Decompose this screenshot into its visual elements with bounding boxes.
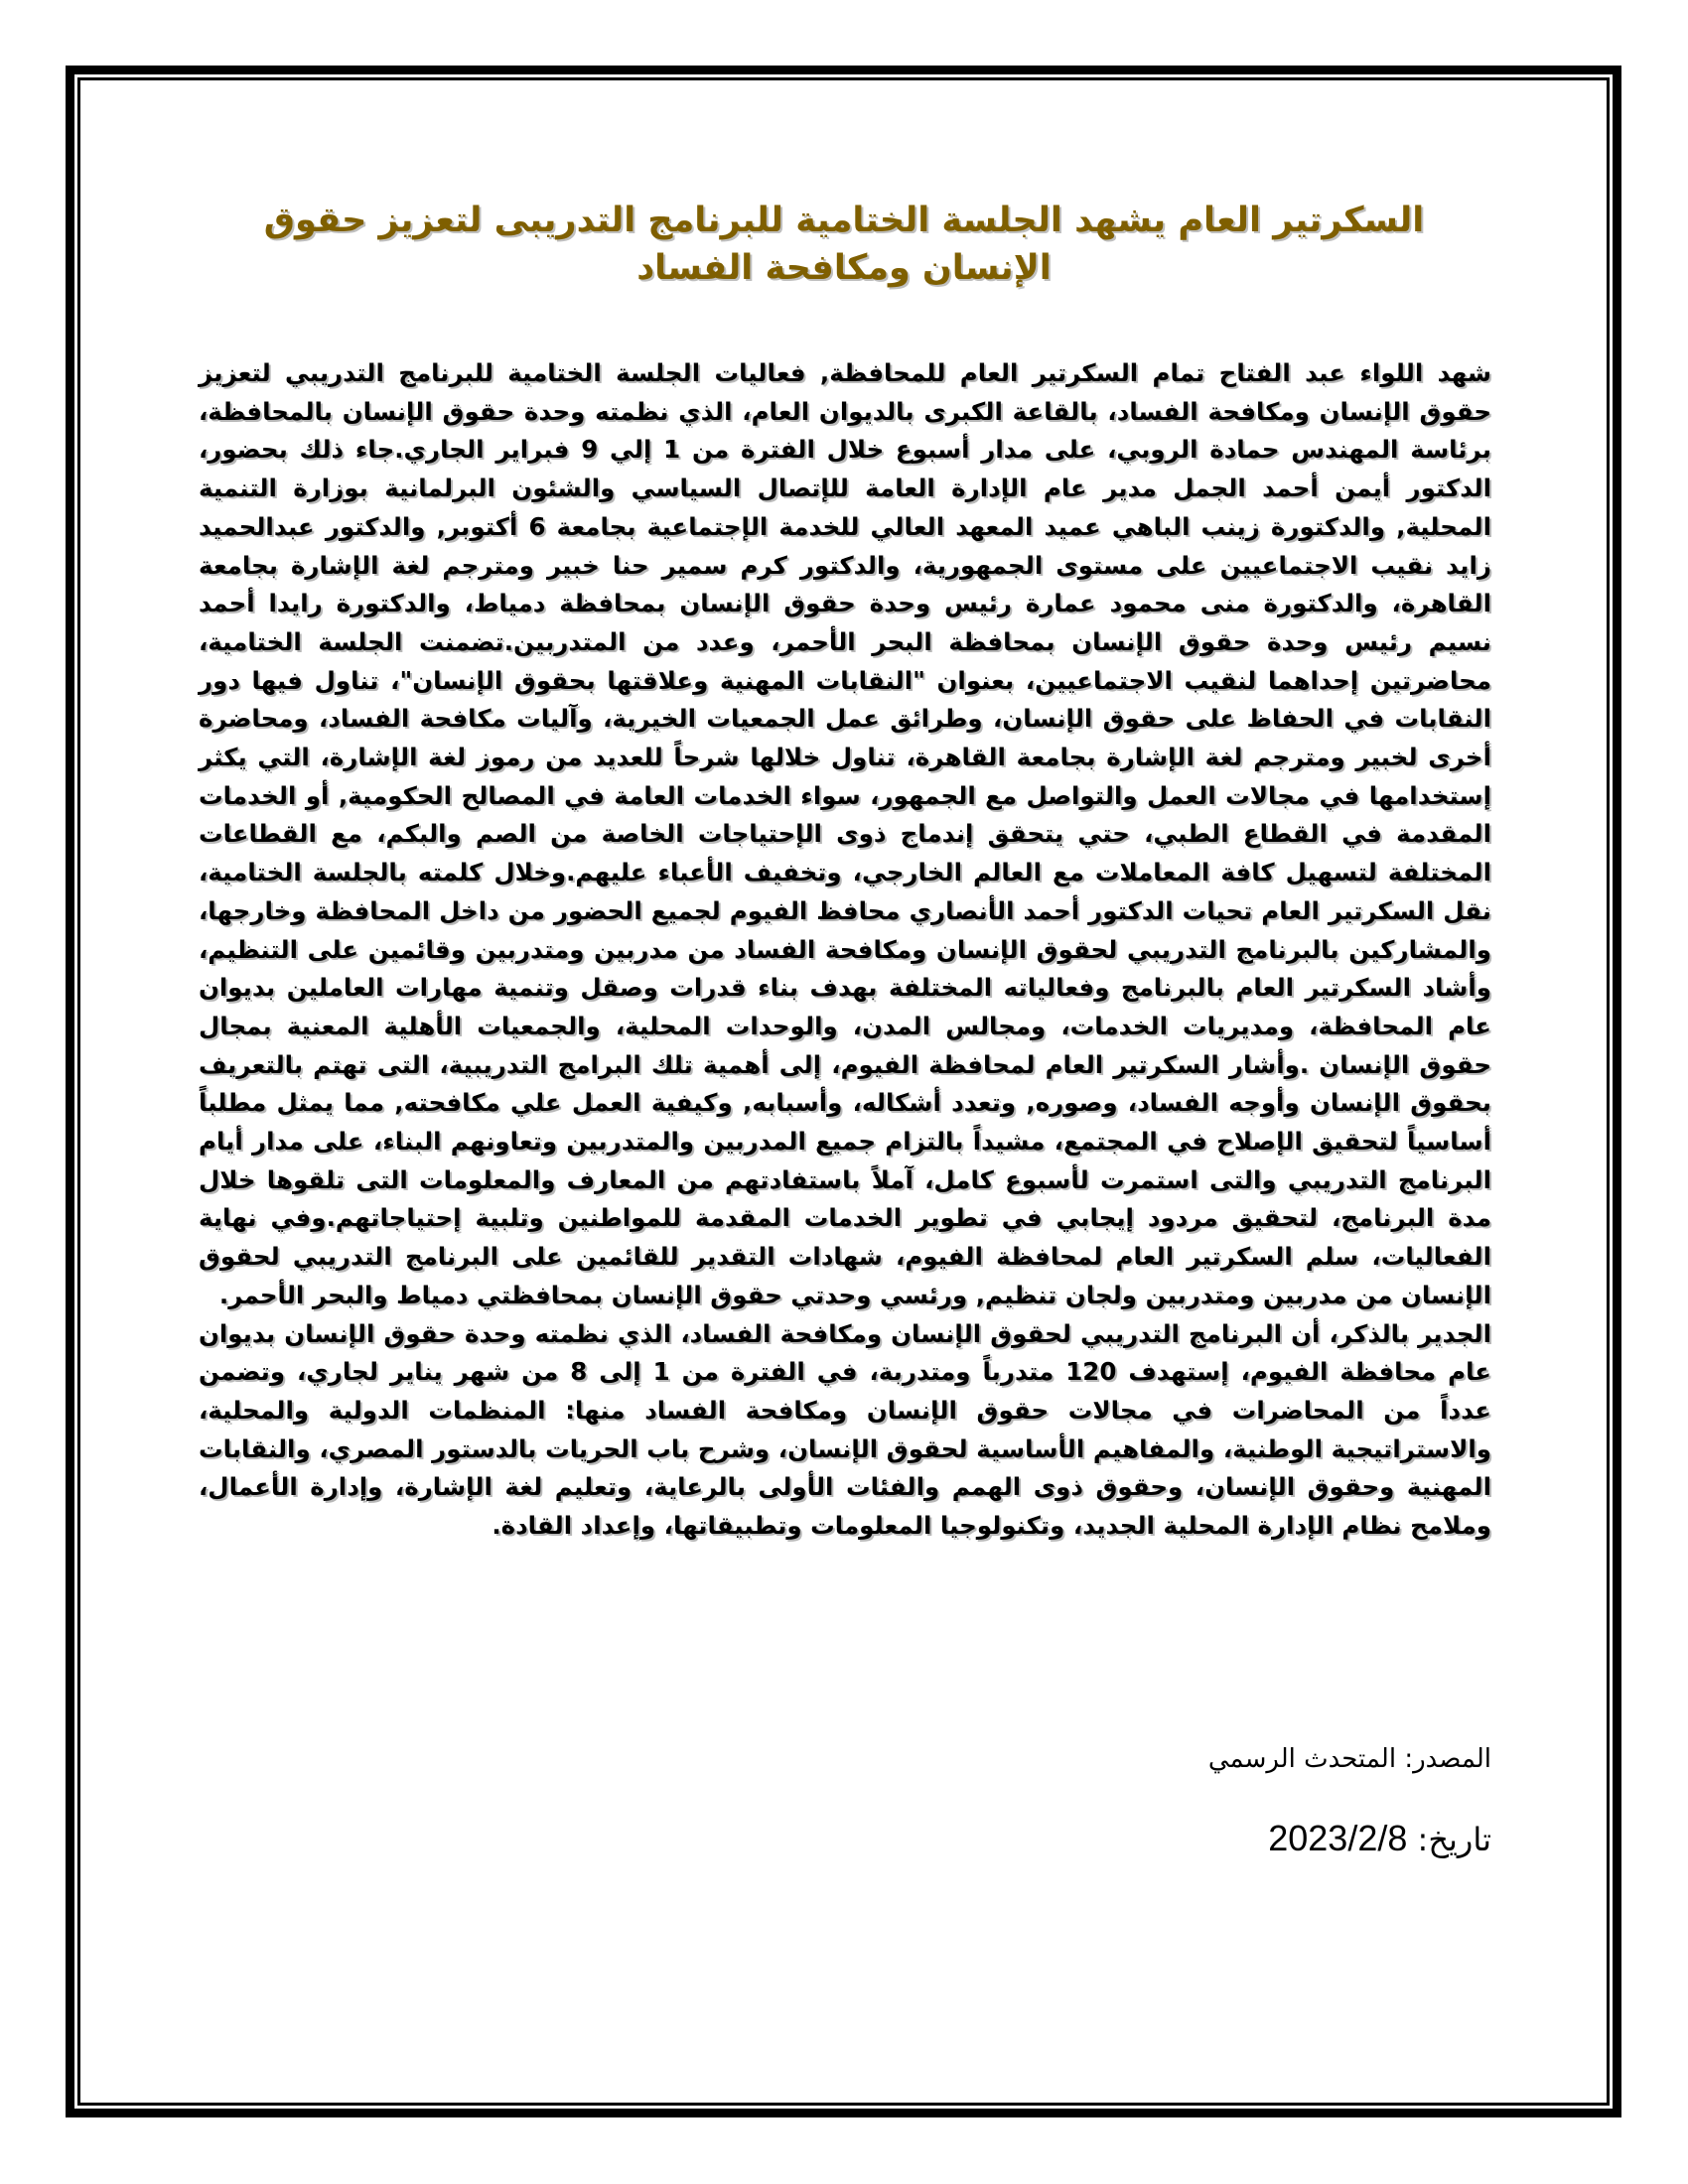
source-attribution: المصدر: المتحدث الرسمي bbox=[1207, 1744, 1491, 1774]
article-body bbox=[199, 354, 1491, 1546]
body-paragraph: الجدير بالذكر، أن البرنامج التدريبي لحقوق الإنسان ومكافحة الفساد، الذي نظمته وحدة حقوق الإنسان بديوان عام محافظة الفيوم، إستهدف 120 متدرباً ومتدربة، في الفترة من 1 إلى 8 من شهر يناير لجاري، وتضمن عدداً من المحاضرات في مجالات حقوق الإنسان ومكافحة الفساد منها: المنظمات الدولية والمحلية، والاستراتيجية الوطنية، والمفاهيم الأساسية لحقوق الإنسان، وشرح باب الحريات بالدستور المصري، والنقابات المهنية وحقوق الإنسان، وحقوق ذوى الهمم والفئات الأولى بالرعاية، وتعليم لغة الإشارة، وإدارة الأعمال، وملامح نظام الإدارة المحلية الجديد، وتكنولوجيا المعلومات وتطبيقاتها، وإعداد القادة. bbox=[199, 1318, 1492, 1541]
page-title: السكرتير العام يشهد الجلسة الختامية للبرنامج التدريبى لتعزيز حقوق الإنسان ومكافحة الفساد bbox=[263, 201, 1425, 288]
publish-date bbox=[1268, 1817, 1491, 1861]
date-value: 2023/2/8 bbox=[1268, 1818, 1408, 1858]
body-paragraph: شهد اللواء عبد الفتاح تمام السكرتير العام للمحافظة, فعاليات الجلسة الختامية للبرنامج التدريبي لتعزيز حقوق الإنسان ومكافحة الفساد، بالقاعة الكبرى بالديوان العام، الذي نظمته وحدة حقوق الإنسان بالمحافظة، برئاسة المهندس حمادة الروبي، على مدار أسبوع خلال الفترة من 1 إلي 9 فبراير الجاري.جاء ذلك بحضور، الدكتور أيمن أحمد الجمل مدير عام الإدارة العامة للإتصال السياسي والشئون البرلمانية بوزارة التنمية المحلية, والدكتورة زينب الباهي عميد المعهد العالي للخدمة الإجتماعية بجامعة 6 أكتوبر, والدكتور عبدالحميد زايد نقيب الاجتماعيين على مستوى الجمهورية، والدكتور كرم سمير حنا خبير ومترجم لغة الإشارة بجامعة القاهرة، والدكتورة منى محمود عمارة رئيس وحدة حقوق الإنسان بمحافظة دمياط، والدكتورة رايدا أحمد نسيم رئيس وحدة حقوق الإنسان بمحافظة البحر الأحمر، وعدد من المتدربين.تضمنت الجلسة الختامية، محاضرتين إحداهما لنقيب الاجتماعيين، بعنوان "النقابات المهنية وعلاقتها بحقوق الإنسان"، تناول فيها دور النقابات في الحفاظ على حقوق الإنسان، وطرائق عمل الجمعيات الخيرية، وآليات مكافحة الفساد، ومحاضرة أخرى لخبير ومترجم لغة الإشارة بجامعة القاهرة، تناول خلالها شرحاً للعديد من رموز لغة الإشارة، التي يكثر إستخدامها في مجالات العمل والتواصل مع الجمهور، سواء الخدمات العامة في المصالح الحكومية, أو الخدمات المقدمة في القطاع الطبي، حتي يتحقق إندماج ذوى الإحتياجات الخاصة من الصم والبكم، مع القطاعات المختلفة لتسهيل كافة المعاملات مع العالم الخارجي، وتخفيف الأعباء عليهم.وخلال كلمته بالجلسة الختامية، نقل السكرتير العام تحيات الدكتور أحمد الأنصاري محافظ الفيوم لجميع الحضور من داخل المحافظة وخارجها، والمشاركين بالبرنامج التدريبي لحقوق الإنسان ومكافحة الفساد من مدربين ومتدربين وقائمين على التنظيم، وأشاد السكرتير العام بالبرنامج وفعالياته المختلفة بهدف بناء قدرات وصقل وتنمية مهارات العاملين بديوان عام المحافظة، ومديريات الخدمات، ومجالس المدن، والوحدات المحلية، والجمعيات الأهلية المعنية بمجال حقوق الإنسان .وأشار السكرتير العام لمحافظة الفيوم، إلى أهمية تلك البرامج التدريبية، التى تهتم بالتعريف بحقوق الإنسان وأوجه الفساد، وصوره, وتعدد أشكاله، وأسبابه, وكيفية العمل علي مكافحته, مما يمثل مطلباً أساسياً لتحقيق الإصلاح في المجتمع، مشيداً بالتزام جميع المدربين والمتدربين وتعاونهم البناء، على مدار أيام البرنامج التدريبي والتى استمرت لأسبوع كامل، آملاً باستفادتهم من المعارف والمعلومات التى تلقوها خلال مدة البرنامج، لتحقيق مردود إيجابي في تطوير الخدمات المقدمة للمواطنين وتلبية إحتياجاتهم.وفي نهاية الفعاليات، سلم السكرتير العام لمحافظة الفيوم، شهادات التقدير للقائمين على البرنامج التدريبي لحقوق الإنسان من مدربين ومتدربين ولجان تنظيم, ورئسي وحدتي حقوق الإنسان بمحافظتي دمياط والبحر الأحمر. bbox=[199, 358, 1491, 1309]
date-label: تاريخ: bbox=[1417, 1821, 1491, 1858]
